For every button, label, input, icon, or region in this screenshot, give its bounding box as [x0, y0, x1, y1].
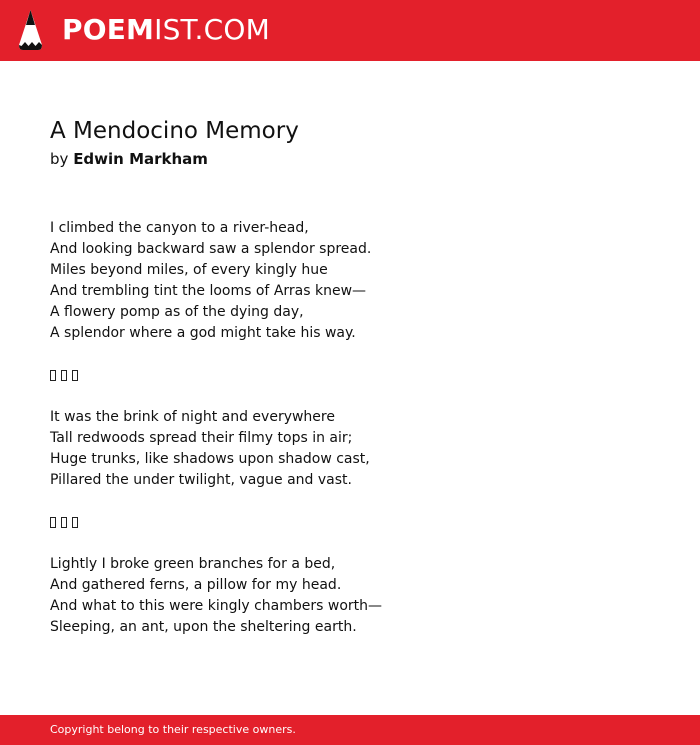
- missing-glyph-box: [72, 517, 78, 528]
- site-logo-text[interactable]: [62, 12, 270, 48]
- stanza-gap: [50, 491, 650, 512]
- poem-line: Lightly I broke green branches for a bed,: [50, 556, 336, 572]
- poem-line: A splendor where a god might take his way.: [50, 325, 356, 341]
- pencil-tip-icon[interactable]: [18, 9, 43, 51]
- stanza-separator: [50, 512, 650, 533]
- poem-byline: [50, 148, 208, 170]
- stanza-separator: [50, 365, 650, 386]
- stanza-gap: [50, 344, 650, 365]
- poem-line: Huge trunks, like shadows upon shadow cast,: [50, 451, 370, 467]
- byline-prefix: by: [50, 150, 69, 168]
- logo-text-light: IST.COM: [154, 13, 270, 46]
- copyright-notice: Copyright belong to their respective owners.: [50, 723, 296, 736]
- poem-line: And looking backward saw a splendor spread.: [50, 241, 372, 257]
- logo-text-bold: POEM: [62, 13, 155, 46]
- poem-line: And what to this were kingly chambers worth—: [50, 598, 383, 614]
- poem-line: And trembling tint the looms of Arras knew—: [50, 283, 367, 299]
- poem-line: Tall redwoods spread their filmy tops in air;: [50, 430, 353, 446]
- poem-line: I climbed the canyon to a river-head,: [50, 220, 309, 236]
- author-name[interactable]: Edwin Markham: [73, 150, 208, 168]
- missing-glyph-box: [50, 370, 56, 381]
- poem-line: Pillared the under twilight, vague and vast.: [50, 472, 352, 488]
- site-footer: [0, 715, 700, 745]
- poem-title: A Mendocino Memory: [50, 118, 299, 144]
- poem-line: A flowery pomp as of the dying day,: [50, 304, 304, 320]
- poem-body: [50, 218, 650, 638]
- stanza-gap: [50, 386, 650, 407]
- stanza-gap: [50, 533, 650, 554]
- missing-glyph-box: [61, 517, 67, 528]
- missing-glyph-box: [61, 370, 67, 381]
- poem-line: Miles beyond miles, of every kingly hue: [50, 262, 328, 278]
- missing-glyph-box: [50, 517, 56, 528]
- poem-line: Sleeping, an ant, upon the sheltering earth.: [50, 619, 357, 635]
- missing-glyph-box: [72, 370, 78, 381]
- site-header: [0, 0, 700, 61]
- poem-line: It was the brink of night and everywhere: [50, 409, 335, 425]
- poem-line: And gathered ferns, a pillow for my head.: [50, 577, 342, 593]
